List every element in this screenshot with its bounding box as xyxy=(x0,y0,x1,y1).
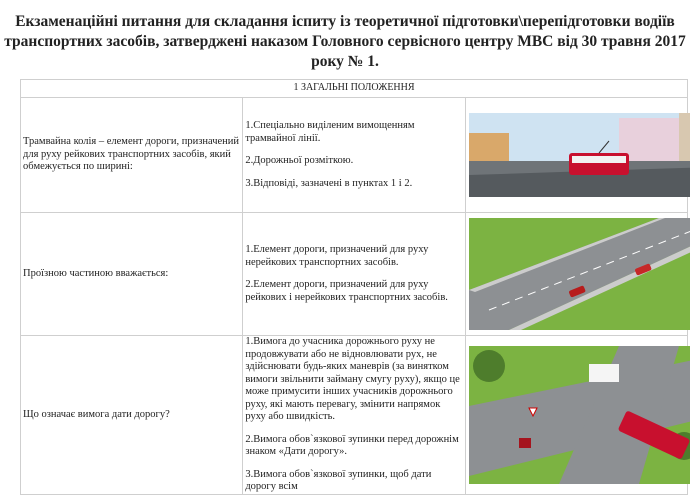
question-text: Проїзною частиною вважається: xyxy=(21,213,243,336)
answers-cell xyxy=(243,98,465,213)
question-text: Що означає вимога дати дорогу? xyxy=(21,336,243,495)
answers-cell xyxy=(243,336,465,495)
answer-option[interactable]: 2.Дорожньої розміткою. xyxy=(245,155,354,166)
questions-table xyxy=(20,79,688,495)
table-row xyxy=(21,213,688,336)
table-row xyxy=(21,98,688,213)
intersection-illustration xyxy=(469,346,690,484)
section-heading: 1 ЗАГАЛЬНІ ПОЛОЖЕННЯ xyxy=(21,80,688,98)
answer-option[interactable]: 2.Вимога обов`язкової зупинки перед дорожнім знаком «Дати дорогу». xyxy=(245,433,459,457)
answer-option[interactable]: 3.Вимога обов`язкової зупинки, щоб дати дорогу всім xyxy=(245,468,432,492)
question-image-cell xyxy=(465,336,687,495)
question-image-cell xyxy=(465,213,687,336)
tram-street-illustration xyxy=(469,113,690,197)
answer-option[interactable]: 1.Вимога до учасника дорожнього руху не продовжувати або не відновлювати рух, не здійснювати будь-яких маневрів (за винятком вимоги звільнити займану смугу руху), якщо це може примусити інших учасників дорожнього руху, які мають перевагу, змінити напрямок руху або швидкість. xyxy=(245,336,460,422)
road-with-cars-illustration xyxy=(469,218,690,330)
answer-option[interactable]: 1.Елемент дороги, призначений для руху нерейкових транспортних засобів. xyxy=(245,244,429,268)
answers-cell xyxy=(243,213,465,336)
question-image-cell xyxy=(465,98,687,213)
question-text: Трамвайна колія – елемент дороги, призначений для руху рейкових транспортних засобів, який обмежується по ширині: xyxy=(21,98,243,213)
answer-option[interactable]: 3.Відповіді, зазначені в пунктах 1 і 2. xyxy=(245,177,413,189)
page-title: Екзаменаційні питання для складання іспиту із теоретичної підготовки\перепідготовки водіїв транспортних засобів, затверджені наказом Головного сервісного центру МВС від 30 травня 2017 року № 1. xyxy=(4,13,686,70)
table-row xyxy=(21,336,688,495)
answer-option[interactable]: 1.Спеціально виділеним вимощенням трамвайної лінії. xyxy=(245,120,415,144)
answer-option[interactable]: 2.Елемент дороги, призначений для руху рейкових і нерейкових транспортних засобів. xyxy=(245,279,448,303)
